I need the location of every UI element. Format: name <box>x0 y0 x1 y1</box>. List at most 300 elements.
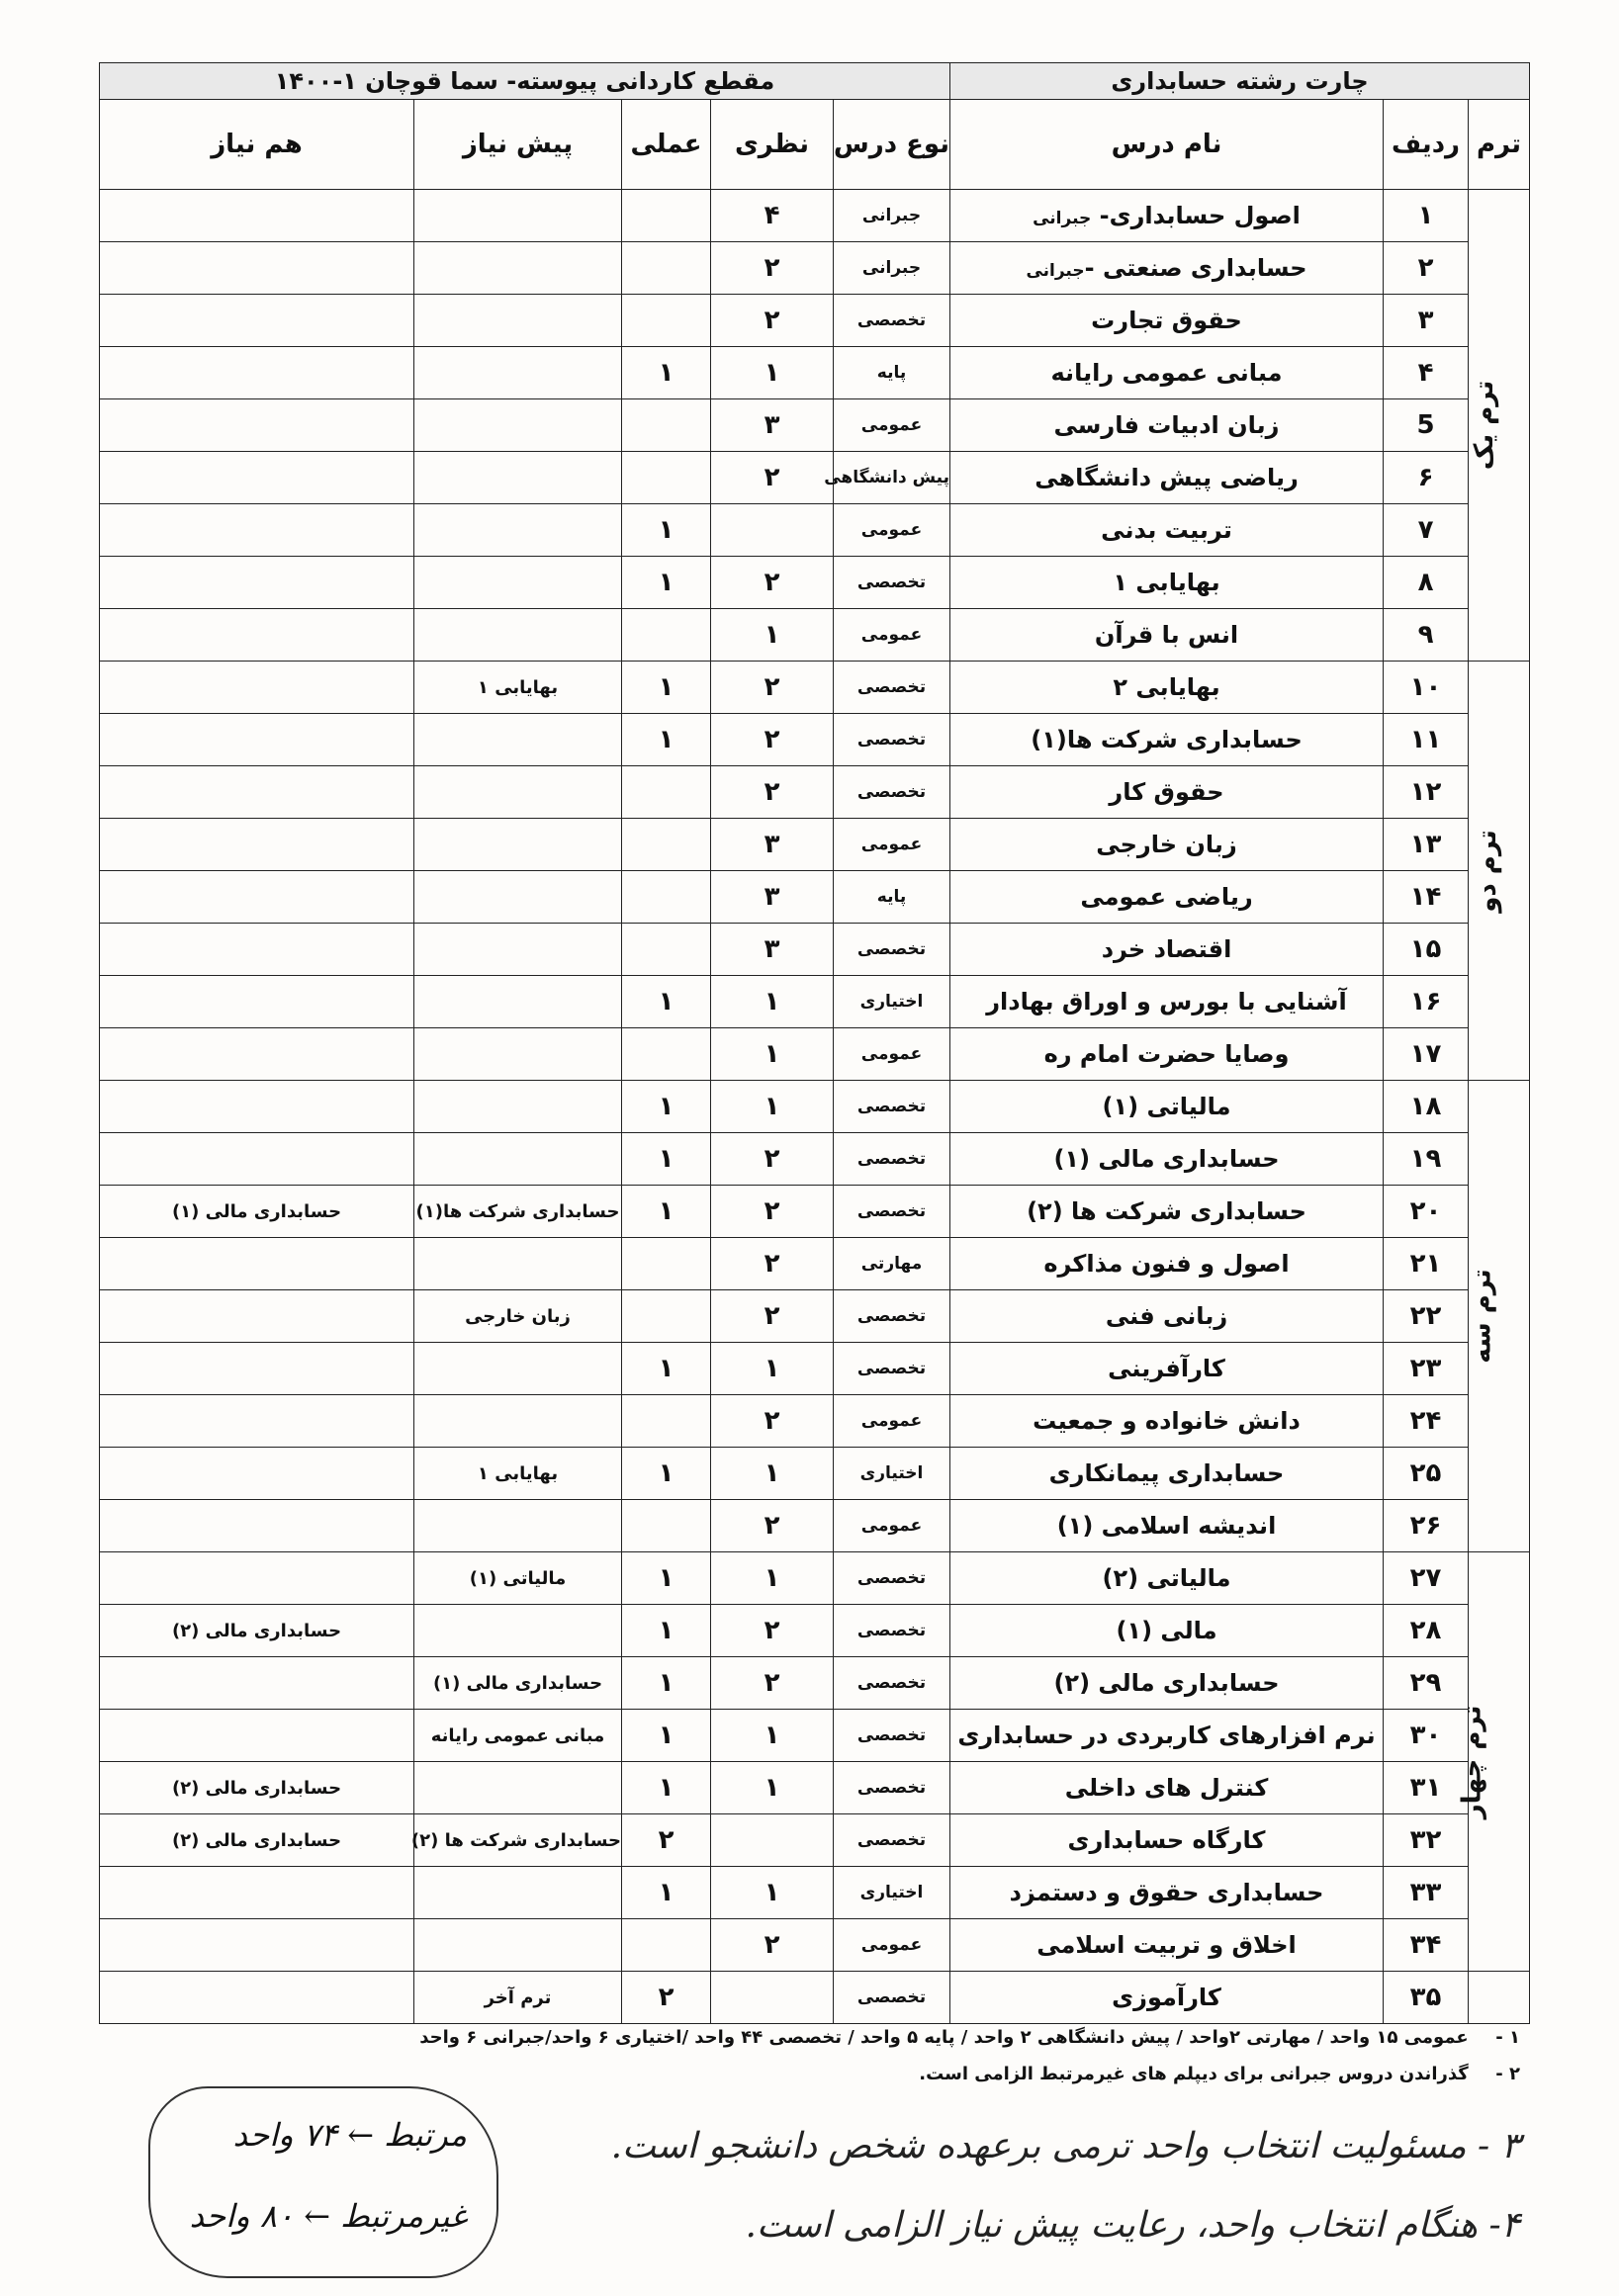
cloud-unrelated-units: غیرمرتبط ← ۸۰ واحد <box>189 2197 467 2235</box>
table-row <box>100 1028 1530 1081</box>
row-number: ۸ <box>1384 557 1469 609</box>
row-number: ۱۳ <box>1384 819 1469 871</box>
row-number: ۱۰ <box>1384 662 1469 714</box>
practical-units: ۱ <box>622 1081 711 1133</box>
col-coreq: هم نیاز <box>100 100 414 190</box>
note-1 <box>419 2027 1520 2048</box>
theory-units: ۲ <box>711 1238 834 1290</box>
prerequisite <box>414 347 622 399</box>
row-number: ۳۰ <box>1384 1710 1469 1762</box>
course-name <box>950 1290 1384 1343</box>
practical-units: ۱ <box>622 1343 711 1395</box>
corequisite <box>100 1500 414 1552</box>
row-number: ۲۶ <box>1384 1500 1469 1552</box>
prerequisite <box>414 1028 622 1081</box>
course-name <box>950 1710 1384 1762</box>
table-row <box>100 399 1530 452</box>
row-number: ۲۲ <box>1384 1290 1469 1343</box>
course-name-text: اندیشه اسلامی (۱) <box>1056 1512 1277 1540</box>
table-row <box>100 1448 1530 1500</box>
course-name-text: حسابداری مالی (۱) <box>1053 1145 1280 1173</box>
term-label <box>1469 190 1530 662</box>
course-name <box>950 1867 1384 1919</box>
corequisite <box>100 871 414 924</box>
course-type: تخصصی <box>834 924 950 976</box>
row-number: ۲۳ <box>1384 1343 1469 1395</box>
prerequisite <box>414 714 622 766</box>
corequisite: حسابداری مالی (۲) <box>100 1814 414 1867</box>
table-row <box>100 662 1530 714</box>
theory-units: ۲ <box>711 1186 834 1238</box>
prerequisite <box>414 504 622 557</box>
course-type: تخصصی <box>834 1657 950 1710</box>
table-row <box>100 1081 1530 1133</box>
course-name-text: حسابداری مالی (۲) <box>1053 1669 1280 1697</box>
course-name <box>950 347 1384 399</box>
col-prereq: پیش نیاز <box>414 100 622 190</box>
practical-units: ۱ <box>622 347 711 399</box>
course-type: جبرانی <box>834 190 950 242</box>
course-name-text: حسابداری صنعتی - <box>1084 254 1307 282</box>
course-name: کارآموزی <box>950 1972 1384 2024</box>
corequisite <box>100 609 414 662</box>
corequisite <box>100 242 414 295</box>
row-number: ۱۱ <box>1384 714 1469 766</box>
row-number: ۲۰ <box>1384 1186 1469 1238</box>
theory-units: ۲ <box>711 1395 834 1448</box>
row-number: ۱۵ <box>1384 924 1469 976</box>
row-number: ۳۴ <box>1384 1919 1469 1972</box>
table-row <box>100 1605 1530 1657</box>
row-number: ۳ <box>1384 295 1469 347</box>
term-label-text: ترم یک <box>1469 380 1499 471</box>
corequisite <box>100 1710 414 1762</box>
note-1-number: ۱ - <box>1495 2027 1520 2048</box>
corequisite <box>100 504 414 557</box>
theory-units: ۲ <box>711 714 834 766</box>
corequisite <box>100 1395 414 1448</box>
course-name <box>950 1762 1384 1814</box>
course-name-text: بهایابی ۲ <box>1113 673 1220 701</box>
corequisite <box>100 924 414 976</box>
practical-units <box>622 242 711 295</box>
prerequisite <box>414 557 622 609</box>
course-type: عمومی <box>834 504 950 557</box>
corequisite <box>100 1238 414 1290</box>
course-name-text: حسابداری حقوق و دستمزد <box>1009 1879 1324 1906</box>
corequisite <box>100 557 414 609</box>
prerequisite <box>414 1867 622 1919</box>
course-name <box>950 871 1384 924</box>
course-name <box>950 399 1384 452</box>
prerequisite <box>414 1133 622 1186</box>
course-name <box>950 1605 1384 1657</box>
table-row <box>100 1972 1530 2024</box>
theory-units: ۱ <box>711 1762 834 1814</box>
course-name <box>950 1500 1384 1552</box>
practical-units <box>622 1028 711 1081</box>
practical-units <box>622 766 711 819</box>
table-row <box>100 1186 1530 1238</box>
row-number: ۷ <box>1384 504 1469 557</box>
course-name-text: انس با قرآن <box>1094 621 1239 649</box>
course-type: تخصصی <box>834 1972 950 2024</box>
prerequisite <box>414 1343 622 1395</box>
course-type: تخصصی <box>834 1605 950 1657</box>
table-row <box>100 242 1530 295</box>
prerequisite: حسابداری شرکت ها (۲) <box>414 1814 622 1867</box>
col-course: نام درس <box>950 100 1384 190</box>
prerequisite <box>414 1238 622 1290</box>
course-name-text: تربیت بدنی <box>1101 516 1232 544</box>
course-name-text: بهایابی ۱ <box>1113 569 1220 596</box>
corequisite <box>100 976 414 1028</box>
course-name-text: اخلاق و تربیت اسلامی <box>1036 1931 1297 1959</box>
table-row <box>100 1500 1530 1552</box>
course-name-suffix: جبرانی <box>1033 209 1092 228</box>
prerequisite: حسابداری شرکت ها(۱) <box>414 1186 622 1238</box>
row-number: ۱۴ <box>1384 871 1469 924</box>
course-name <box>950 766 1384 819</box>
theory-units: ۱ <box>711 1867 834 1919</box>
row-number: ۲۸ <box>1384 1605 1469 1657</box>
table-row <box>100 1657 1530 1710</box>
term-label-text: ترم چهار <box>1457 1705 1487 1818</box>
course-chart-table <box>99 62 1530 2024</box>
row-number: ۳۲ <box>1384 1814 1469 1867</box>
course-type: تخصصی <box>834 1710 950 1762</box>
course-type: تخصصی <box>834 1290 950 1343</box>
practical-units <box>622 190 711 242</box>
course-name <box>950 295 1384 347</box>
theory-units <box>711 1972 834 2024</box>
prerequisite <box>414 1500 622 1552</box>
course-name-text: حسابداری شرکت ها (۲) <box>1027 1197 1306 1225</box>
course-type: عمومی <box>834 1500 950 1552</box>
practical-units: ۱ <box>622 1867 711 1919</box>
theory-units: ۲ <box>711 557 834 609</box>
practical-units <box>622 871 711 924</box>
table-row <box>100 504 1530 557</box>
course-name <box>950 714 1384 766</box>
corequisite <box>100 1290 414 1343</box>
course-name-text: حقوق کار <box>1109 778 1224 806</box>
table-row <box>100 1762 1530 1814</box>
row-number: ۳۵ <box>1384 1972 1469 2024</box>
practical-units <box>622 1290 711 1343</box>
theory-units: ۱ <box>711 347 834 399</box>
corequisite <box>100 1972 414 2024</box>
cloud-related-units: مرتبط ← ۷۴ واحد <box>232 2116 467 2154</box>
row-number: ۳۱ <box>1384 1762 1469 1814</box>
corequisite: حسابداری مالی (۲) <box>100 1605 414 1657</box>
table-row <box>100 1867 1530 1919</box>
course-type: پیش دانشگاهی <box>834 452 950 504</box>
practical-units <box>622 452 711 504</box>
prerequisite <box>414 1762 622 1814</box>
prerequisite <box>414 452 622 504</box>
course-type: اختیاری <box>834 1867 950 1919</box>
table-row <box>100 1710 1530 1762</box>
practical-units: ۱ <box>622 662 711 714</box>
practical-units <box>622 609 711 662</box>
corequisite <box>100 714 414 766</box>
theory-units: ۲ <box>711 452 834 504</box>
col-type: نوع درس <box>834 100 950 190</box>
course-type: تخصصی <box>834 295 950 347</box>
handwritten-unit-cloud <box>148 2086 498 2278</box>
prerequisite <box>414 871 622 924</box>
theory-units: ۱ <box>711 1343 834 1395</box>
course-type: عمومی <box>834 1028 950 1081</box>
note-2-text: گذراندن دروس جبرانی برای دیپلم های غیرمرتبط الزامی است. <box>919 2064 1469 2084</box>
prerequisite <box>414 766 622 819</box>
row-number: ۹ <box>1384 609 1469 662</box>
term-label <box>1469 662 1530 1081</box>
col-row: ردیف <box>1384 100 1469 190</box>
course-name-text: اصول و فنون مذاکره <box>1043 1250 1290 1278</box>
course-type: تخصصی <box>834 766 950 819</box>
prerequisite: زبان خارجی <box>414 1290 622 1343</box>
prerequisite: حسابداری مالی (۱) <box>414 1657 622 1710</box>
practical-units: ۲ <box>622 1814 711 1867</box>
row-number: ۲۴ <box>1384 1395 1469 1448</box>
course-name <box>950 1448 1384 1500</box>
corequisite <box>100 1133 414 1186</box>
course-name <box>950 557 1384 609</box>
course-name <box>950 1919 1384 1972</box>
practical-units: ۱ <box>622 1448 711 1500</box>
course-type: تخصصی <box>834 714 950 766</box>
row-number: ۶ <box>1384 452 1469 504</box>
practical-units <box>622 924 711 976</box>
practical-units: ۱ <box>622 1552 711 1605</box>
course-name <box>950 1395 1384 1448</box>
prerequisite <box>414 1395 622 1448</box>
course-name <box>950 1133 1384 1186</box>
corequisite <box>100 190 414 242</box>
row-number: ۱۹ <box>1384 1133 1469 1186</box>
corequisite <box>100 819 414 871</box>
course-name <box>950 504 1384 557</box>
course-type: جبرانی <box>834 242 950 295</box>
course-name-text: کارگاه حسابداری <box>1067 1826 1266 1854</box>
course-name-text: ریاضی عمومی <box>1080 883 1253 911</box>
course-name <box>950 1081 1384 1133</box>
corequisite <box>100 399 414 452</box>
handwritten-note-3: ۳ - مسئولیت انتخاب واحد ترمی برعهده شخص دانشجو است. <box>610 2126 1520 2166</box>
practical-units: ۱ <box>622 1133 711 1186</box>
course-name <box>950 1814 1384 1867</box>
prerequisite: بهایابی ۱ <box>414 1448 622 1500</box>
row-number: ۲۹ <box>1384 1657 1469 1710</box>
corequisite <box>100 1081 414 1133</box>
prerequisite <box>414 1605 622 1657</box>
prerequisite <box>414 609 622 662</box>
prerequisite <box>414 190 622 242</box>
course-name <box>950 1552 1384 1605</box>
corequisite <box>100 1552 414 1605</box>
term-label-text: ترم دو <box>1473 829 1503 913</box>
theory-units: ۳ <box>711 819 834 871</box>
course-type: عمومی <box>834 819 950 871</box>
theory-units: ۱ <box>711 1710 834 1762</box>
corequisite <box>100 347 414 399</box>
chart-title: چارت رشته حسابداری <box>950 63 1530 100</box>
course-name-text: حسابداری پیمانکاری <box>1048 1459 1285 1487</box>
col-term: ترم <box>1469 100 1530 190</box>
course-name-text: مالیاتی (۲) <box>1102 1564 1231 1592</box>
theory-units: ۳ <box>711 399 834 452</box>
corequisite <box>100 295 414 347</box>
table-row <box>100 976 1530 1028</box>
theory-units: ۲ <box>711 1919 834 1972</box>
table-row <box>100 347 1530 399</box>
prerequisite <box>414 242 622 295</box>
term-label-empty <box>1469 1972 1530 2024</box>
course-name <box>950 924 1384 976</box>
theory-units <box>711 1814 834 1867</box>
theory-units: ۱ <box>711 1448 834 1500</box>
theory-units: ۲ <box>711 1657 834 1710</box>
practical-units <box>622 819 711 871</box>
course-type: عمومی <box>834 609 950 662</box>
course-name <box>950 190 1384 242</box>
row-number: ۳۳ <box>1384 1867 1469 1919</box>
table-row <box>100 190 1530 242</box>
course-name <box>950 1028 1384 1081</box>
col-practical: عملی <box>622 100 711 190</box>
theory-units: ۲ <box>711 662 834 714</box>
course-name-text: کنترل های داخلی <box>1064 1774 1269 1802</box>
theory-units <box>711 504 834 557</box>
table-row <box>100 714 1530 766</box>
course-name-suffix: جبرانی <box>1026 261 1085 281</box>
row-number: ۲ <box>1384 242 1469 295</box>
course-name-text: زبان ادبیات فارسی <box>1053 411 1280 439</box>
row-number: ۱۷ <box>1384 1028 1469 1081</box>
course-name <box>950 452 1384 504</box>
practical-units <box>622 295 711 347</box>
col-theory: نظری <box>711 100 834 190</box>
practical-units: ۱ <box>622 504 711 557</box>
course-name <box>950 1343 1384 1395</box>
row-number: ۱۲ <box>1384 766 1469 819</box>
table-row <box>100 871 1530 924</box>
prerequisite: مالیاتی (۱) <box>414 1552 622 1605</box>
course-type: عمومی <box>834 399 950 452</box>
course-name <box>950 662 1384 714</box>
theory-units: ۲ <box>711 1290 834 1343</box>
prerequisite <box>414 924 622 976</box>
course-name <box>950 1238 1384 1290</box>
course-name-text: دانش خانواده و جمعیت <box>1033 1407 1301 1435</box>
course-type: اختیاری <box>834 976 950 1028</box>
table-row <box>100 1919 1530 1972</box>
course-type: تخصصی <box>834 1081 950 1133</box>
course-name-text: مالیاتی (۱) <box>1102 1093 1231 1120</box>
corequisite: حسابداری مالی (۱) <box>100 1186 414 1238</box>
corequisite <box>100 1448 414 1500</box>
practical-units: ۱ <box>622 1762 711 1814</box>
course-name-text: کارآفرینی <box>1108 1355 1225 1382</box>
course-type: عمومی <box>834 1919 950 1972</box>
theory-units: ۱ <box>711 609 834 662</box>
table-row <box>100 1552 1530 1605</box>
table-row <box>100 1290 1530 1343</box>
course-name-text: اقتصاد خرد <box>1101 935 1232 963</box>
practical-units <box>622 1395 711 1448</box>
course-name-text: ریاضی پیش دانشگاهی <box>1034 464 1299 491</box>
practical-units: ۱ <box>622 714 711 766</box>
course-name-text: زبان خارجی <box>1096 831 1237 858</box>
theory-units: ۲ <box>711 1133 834 1186</box>
prerequisite <box>414 976 622 1028</box>
row-number: ۲۵ <box>1384 1448 1469 1500</box>
course-type: تخصصی <box>834 557 950 609</box>
corequisite <box>100 1028 414 1081</box>
program-title: مقطع کاردانی پیوسته- سما قوچان ۱-۱۴۰۰ <box>100 63 950 100</box>
table-row <box>100 1133 1530 1186</box>
practical-units: ۱ <box>622 976 711 1028</box>
course-name-text: حقوق تجارت <box>1091 307 1242 334</box>
corequisite <box>100 452 414 504</box>
corequisite: حسابداری مالی (۲) <box>100 1762 414 1814</box>
theory-units: ۲ <box>711 1605 834 1657</box>
table-row <box>100 924 1530 976</box>
course-type: اختیاری <box>834 1448 950 1500</box>
table-row <box>100 819 1530 871</box>
theory-units: ۱ <box>711 1552 834 1605</box>
corequisite <box>100 1867 414 1919</box>
course-name-text: اصول حسابداری- <box>1091 202 1301 229</box>
course-name <box>950 1186 1384 1238</box>
practical-units: ۱ <box>622 557 711 609</box>
course-name <box>950 1657 1384 1710</box>
prerequisite: مبانی عمومی رایانه <box>414 1710 622 1762</box>
table-row <box>100 609 1530 662</box>
course-type: پایه <box>834 871 950 924</box>
course-name-text: مبانی عمومی رایانه <box>1050 359 1283 387</box>
row-number: 5 <box>1384 399 1469 452</box>
course-name-text: مالی (۱) <box>1116 1617 1217 1644</box>
course-type: مهارتی <box>834 1238 950 1290</box>
theory-units: ۴ <box>711 190 834 242</box>
theory-units: ۲ <box>711 242 834 295</box>
practical-units <box>622 399 711 452</box>
course-type: تخصصی <box>834 662 950 714</box>
course-type: تخصصی <box>834 1133 950 1186</box>
row-number: ۲۷ <box>1384 1552 1469 1605</box>
course-name-text: زبانی فنی <box>1105 1302 1228 1330</box>
table-row <box>100 766 1530 819</box>
practical-units <box>622 1238 711 1290</box>
course-name-text: نرم افزارهای کاربردی در حسابداری <box>957 1722 1376 1749</box>
row-number: ۱۸ <box>1384 1081 1469 1133</box>
corequisite <box>100 1343 414 1395</box>
theory-units: ۳ <box>711 924 834 976</box>
notes <box>419 2027 1520 2100</box>
practical-units: ۲ <box>622 1972 711 2024</box>
corequisite <box>100 1657 414 1710</box>
prerequisite: بهایابی ۱ <box>414 662 622 714</box>
term-label-text: ترم سه <box>1467 1269 1497 1364</box>
row-number: ۴ <box>1384 347 1469 399</box>
row-number: ۱۶ <box>1384 976 1469 1028</box>
theory-units: ۲ <box>711 295 834 347</box>
course-name <box>950 609 1384 662</box>
theory-units: ۱ <box>711 1081 834 1133</box>
